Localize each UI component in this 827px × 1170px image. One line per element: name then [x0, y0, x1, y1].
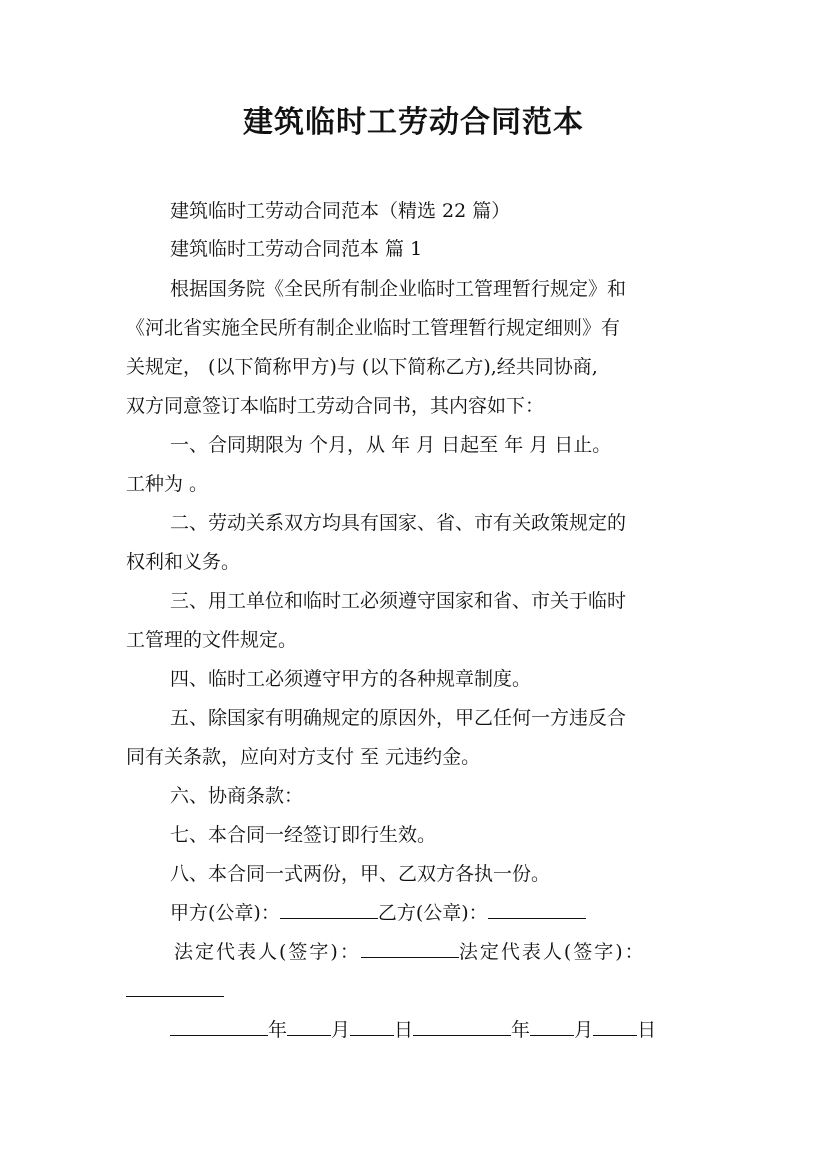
party-b-rep-label: 法定代表人(签字)： — [458, 941, 646, 963]
party-a-year-label: 年 — [268, 1019, 288, 1041]
clause-1-line-2: 工种为 。 — [126, 473, 209, 495]
party-a-rep-blank — [361, 939, 459, 958]
clause-3-line-2: 工管理的文件规定。 — [126, 629, 298, 651]
party-a-day-blank — [350, 1017, 394, 1036]
clause-5-line-2: 同有关条款，应向对方支付 至 元违约金。 — [126, 746, 481, 768]
party-a-year-blank — [170, 1017, 268, 1036]
clause-2-line-2: 权利和义务。 — [126, 551, 241, 573]
party-b-year-label: 年 — [511, 1019, 531, 1041]
party-b-seal-blank — [488, 900, 586, 919]
intro-line-4: 双方同意签订本临时工劳动合同书，其内容如下： — [126, 395, 545, 417]
clause-8: 八、本合同一式两份，甲、乙双方各执一份。 — [170, 863, 551, 885]
clause-7: 七、本合同一经签订即行生效。 — [170, 824, 437, 846]
party-a-seal-blank — [280, 900, 378, 919]
clause-3-line-1: 三、用工单位和临时工必须遵守国家和省、市关于临时 — [170, 590, 627, 612]
party-b-month-blank — [530, 1017, 574, 1036]
party-b-seal-label: 乙方(公章)： — [377, 902, 488, 924]
date-line — [170, 1017, 656, 1043]
party-a-month-label: 月 — [331, 1019, 351, 1041]
intro-line-2: 《河北省实施全民所有制企业临时工管理暂行规定细则》有 — [126, 317, 621, 339]
clause-1-line-1: 一、合同期限为 个月，从 年 月 日起至 年 月 日止。 — [170, 434, 612, 456]
seal-line — [170, 900, 586, 926]
clause-5-line-1: 五、除国家有明确规定的原因外，甲乙任何一方违反合 — [170, 707, 627, 729]
party-b-rep-blank-line — [126, 978, 224, 1004]
intro-line-1: 根据国务院《全民所有制企业临时工管理暂行规定》和 — [170, 278, 627, 300]
clause-2-line-1: 二、劳动关系双方均具有国家、省、市有关政策规定的 — [170, 512, 627, 534]
party-b-month-label: 月 — [574, 1019, 594, 1041]
section-heading: 建筑临时工劳动合同范本 篇 1 — [170, 238, 423, 260]
party-b-year-blank — [413, 1017, 511, 1036]
party-a-rep-label: 法定代表人(签字)： — [174, 941, 361, 963]
subtitle: 建筑临时工劳动合同范本（精选 22 篇） — [170, 200, 511, 222]
party-b-rep-blank — [126, 978, 224, 997]
clause-6: 六、协商条款： — [170, 785, 304, 807]
party-a-seal-label: 甲方(公章)： — [170, 902, 280, 924]
party-a-day-label: 日 — [394, 1019, 414, 1041]
intro-line-3: 关规定， (以下简称甲方)与 (以下简称乙方),经共同协商, — [126, 356, 598, 378]
document-title: 建筑临时工劳动合同范本 — [243, 105, 584, 140]
party-b-day-label: 日 — [637, 1019, 657, 1041]
clause-4: 四、临时工必须遵守甲方的各种规章制度。 — [170, 668, 532, 690]
representative-line — [174, 939, 646, 965]
party-b-day-blank — [593, 1017, 637, 1036]
party-a-month-blank — [287, 1017, 331, 1036]
